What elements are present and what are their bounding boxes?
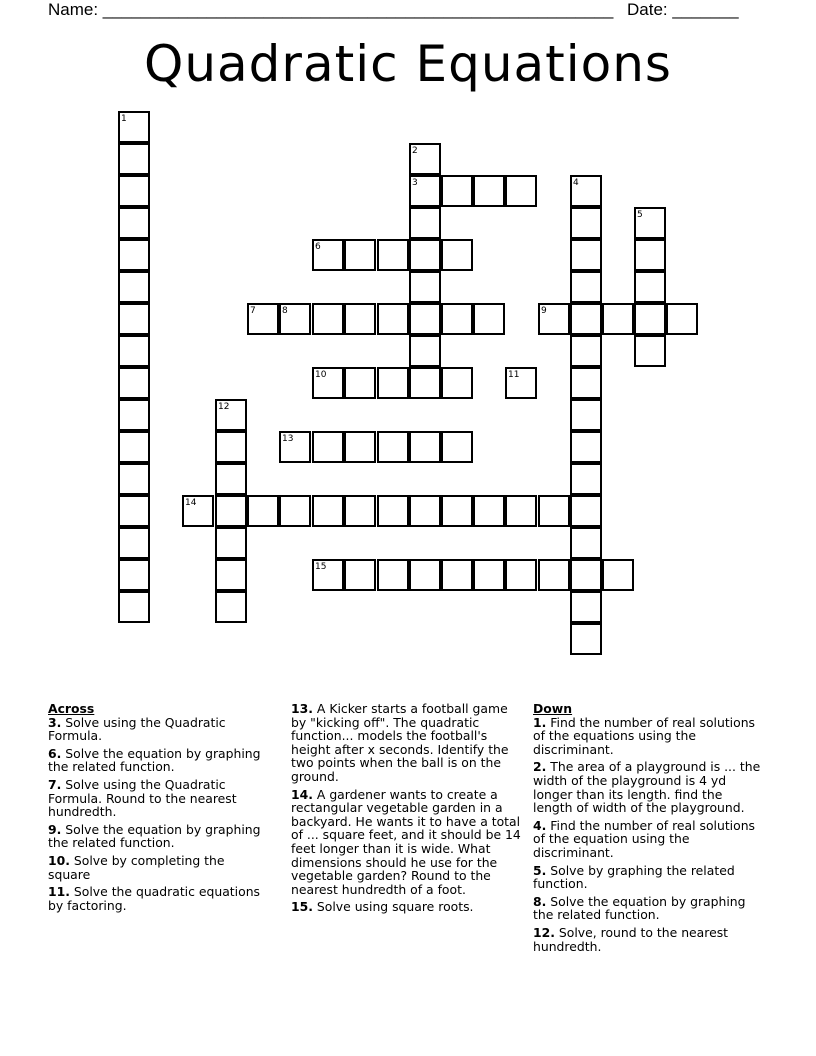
grid-cell[interactable] [570,399,602,431]
grid-cell[interactable] [118,495,150,527]
grid-cell[interactable] [441,431,473,463]
clue-item-text: Solve using the Quadratic Formula. Round to the nearest hundredth. [48,776,237,820]
across-clue-list-continued [291,702,525,914]
clue-item [291,702,525,784]
clue-number-2: 2 [412,146,418,156]
date-label: Date: _______ [627,0,739,19]
clue-item-number: 14. [291,786,313,802]
grid-cell[interactable] [344,303,376,335]
clue-item-number: 6. [48,745,62,761]
clue-number-7: 7 [250,306,256,316]
grid-cell[interactable] [473,303,505,335]
clue-item [533,926,765,953]
across-clues-continued [291,702,525,918]
grid-cell[interactable] [377,303,409,335]
grid-cell[interactable] [570,431,602,463]
grid-cell[interactable] [344,495,376,527]
grid-cell[interactable] [215,431,247,463]
grid-cell[interactable] [215,591,247,623]
grid-cell[interactable] [377,559,409,591]
grid-cell[interactable] [377,495,409,527]
clue-item-text: The area of a playground is ... the width of the playground is 4 yd longer than its length. find the length of width of the playground. [533,759,761,816]
grid-cell[interactable] [538,559,570,591]
clue-number-11: 11 [508,370,520,380]
grid-cell[interactable] [538,495,570,527]
clue-item-text: Solve using the Quadratic Formula. [48,714,226,744]
grid-cell[interactable] [409,335,441,367]
clue-item-text: A gardener wants to create a rectangular vegetable garden in a backyard. He wants it to have a total of ... square feet, and it should be 14 feet longer than it is wide. What dimensions should he use for the vegetable garden? Round to the nearest hundredth of a foot. [291,786,521,897]
clue-number-12: 12 [218,402,230,412]
clue-item-number: 9. [48,821,62,837]
grid-cell[interactable] [409,271,441,303]
clue-item-number: 12. [533,924,555,940]
grid-cell[interactable] [118,399,150,431]
grid-cell[interactable] [118,527,150,559]
grid-cell[interactable] [409,303,441,335]
grid-cell[interactable] [344,239,376,271]
clue-item [533,895,765,922]
grid-cell[interactable] [409,207,441,239]
grid-cell[interactable] [409,367,441,399]
clue-item-number: 8. [533,893,547,909]
grid-cell[interactable] [570,271,602,303]
grid-cell[interactable] [377,367,409,399]
grid-cell[interactable] [634,303,666,335]
clue-number-6: 6 [315,242,321,252]
grid-cell[interactable] [215,559,247,591]
grid-cell[interactable] [118,239,150,271]
clue-item [533,819,765,860]
clue-item [533,760,765,814]
grid-cell[interactable] [505,175,537,207]
clue-item-text: Solve using square roots. [316,899,474,915]
clue-item [48,747,270,774]
grid-cell[interactable] [505,495,537,527]
grid-cell[interactable] [118,335,150,367]
grid-cell[interactable] [377,239,409,271]
name-label: Name: ______________________________________________________ [48,0,614,19]
grid-cell[interactable] [570,559,602,591]
clue-item-text: Find the number of real solutions of the equation using the discriminant. [533,817,756,860]
grid-cell[interactable] [570,335,602,367]
clue-item-number: 11. [48,884,70,900]
grid-cell[interactable] [118,175,150,207]
clue-number-4: 4 [573,178,579,188]
grid-cell[interactable] [344,367,376,399]
grid-cell[interactable] [473,495,505,527]
grid-cell[interactable] [570,623,602,655]
grid-cell[interactable] [118,463,150,495]
clue-item-number: 5. [533,862,547,878]
clue-item-text: Solve the equation by graphing the related function. [533,893,746,923]
clue-number-5: 5 [637,210,643,220]
grid-cell[interactable] [570,303,602,335]
down-clues [533,702,765,957]
grid-cell[interactable] [666,303,698,335]
grid-cell[interactable] [634,271,666,303]
clue-item [533,864,765,891]
clue-item-text: Solve the equation by graphing the related function. [48,821,261,851]
clue-number-9: 9 [541,306,547,316]
grid-cell[interactable] [279,495,311,527]
across-heading: Across [48,701,95,716]
grid-cell[interactable] [377,431,409,463]
grid-cell[interactable] [409,495,441,527]
clue-number-15: 15 [315,562,327,572]
grid-cell[interactable] [344,559,376,591]
grid-cell[interactable] [473,559,505,591]
page-title: Quadratic Equations [144,35,672,93]
down-heading: Down [533,701,573,716]
clue-item-text: Find the number of real solutions of the equations using the discriminant. [533,714,756,757]
clue-item [291,900,525,914]
clue-number-13: 13 [282,434,294,444]
grid-cell[interactable] [634,335,666,367]
across-clue-list [48,716,270,913]
clue-item [291,788,525,897]
clue-item [48,885,270,912]
grid-cell[interactable] [441,367,473,399]
grid-cell[interactable] [312,495,344,527]
clue-item-number: 3. [48,714,62,730]
grid-cell[interactable] [118,591,150,623]
clue-number-14: 14 [185,498,197,508]
grid-cell[interactable] [473,175,505,207]
grid-cell[interactable] [602,303,634,335]
clue-item-number: 4. [533,817,547,833]
grid-cell[interactable] [570,527,602,559]
grid-cell[interactable] [441,559,473,591]
grid-cell[interactable] [409,239,441,271]
clue-item [48,778,270,819]
clue-item-text: A Kicker starts a football game by "kicking off". The quadratic function... models the football's height after x seconds. Identify the two points when the ball is on the ground. [291,701,509,784]
clue-number-1: 1 [121,114,127,124]
grid-cell[interactable] [409,559,441,591]
grid-cell[interactable] [505,559,537,591]
clue-number-8: 8 [282,306,288,316]
grid-cell[interactable] [602,559,634,591]
grid-cell[interactable] [118,303,150,335]
grid-cell[interactable] [634,239,666,271]
grid-cell[interactable] [570,367,602,399]
grid-cell[interactable] [215,495,247,527]
clue-item-text: Solve the quadratic equations by factoring. [48,884,261,913]
down-clue-list [533,716,765,954]
grid-cell[interactable] [441,495,473,527]
grid-cell[interactable] [441,239,473,271]
grid-cell[interactable] [118,559,150,591]
clue-item-number: 15. [291,899,313,915]
grid-cell[interactable] [118,367,150,399]
grid-cell[interactable] [570,495,602,527]
clue-item-number: 7. [48,776,62,792]
grid-cell[interactable] [570,207,602,239]
clue-item [48,823,270,850]
clue-item-number: 13. [291,701,313,716]
grid-cell[interactable] [312,431,344,463]
clue-item-number: 1. [533,714,547,730]
grid-cell[interactable] [570,463,602,495]
grid-cell[interactable] [247,495,279,527]
clue-item-text: Solve, round to the nearest hundredth. [533,924,729,954]
grid-cell[interactable] [409,431,441,463]
grid-cell[interactable] [118,207,150,239]
grid-cell[interactable] [215,463,247,495]
clue-item-text: Solve the equation by graphing the related function. [48,745,261,775]
across-clues [48,702,270,916]
grid-cell[interactable] [215,527,247,559]
clue-item [533,716,765,757]
grid-cell[interactable] [118,431,150,463]
clue-item-number: 2. [533,759,547,775]
grid-cell[interactable] [344,431,376,463]
clue-item-text: Solve by completing the square [48,852,225,882]
grid-cell[interactable] [118,271,150,303]
grid-cell[interactable] [441,303,473,335]
clue-item-text: Solve by graphing the related function. [533,862,735,892]
clue-number-3: 3 [412,178,418,188]
clue-item-number: 10. [48,852,70,868]
grid-cell[interactable] [570,239,602,271]
grid-cell[interactable] [118,143,150,175]
grid-cell[interactable] [441,175,473,207]
clue-number-10: 10 [315,370,327,380]
clue-item [48,716,270,743]
clue-item [48,854,270,881]
grid-cell[interactable] [312,303,344,335]
grid-cell[interactable] [570,591,602,623]
